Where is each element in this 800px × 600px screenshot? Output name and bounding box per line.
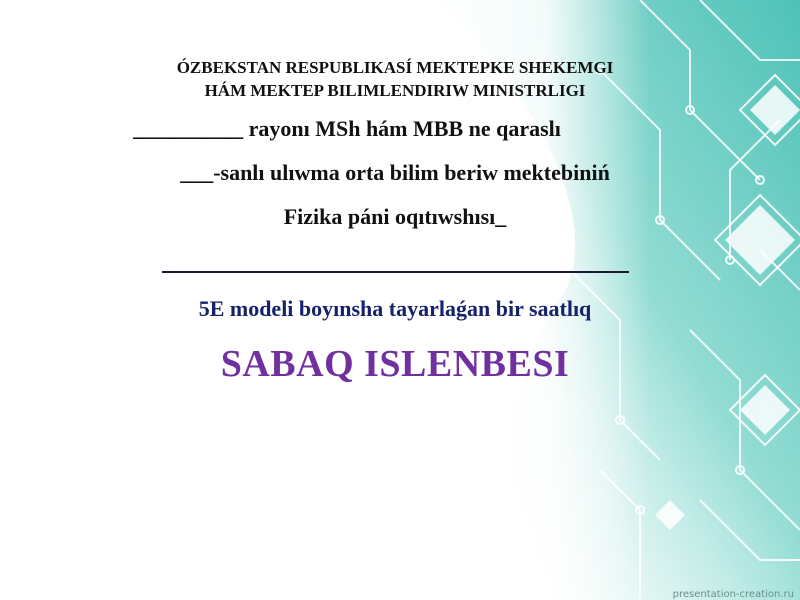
subtitle: 5E modeli boyınsha tayarlaǵan bir saatlıq xyxy=(198,296,592,321)
district-line: __________ rayonı MSh hám MBB ne qaraslı xyxy=(133,116,561,141)
watermark: presentation-creation.ru xyxy=(672,589,794,600)
school-line: ___-sanlı ulıwma orta bilim beriw mektebiniń xyxy=(180,160,610,185)
ministry-header-line-1: ÓZBEKSTAN RESPUBLIKASÍ MEKTEPKE SHEKEMGI xyxy=(176,58,614,77)
name-blank-rule xyxy=(162,271,629,273)
ministry-header-line-2: HÁM MEKTEP BILIMLENDIRIW MINISTRLIGI xyxy=(204,81,586,100)
page-title: SABAQ ISLENBESI xyxy=(220,343,570,385)
teacher-line: Fizika páni oqıtıwshısı_ xyxy=(283,204,507,229)
